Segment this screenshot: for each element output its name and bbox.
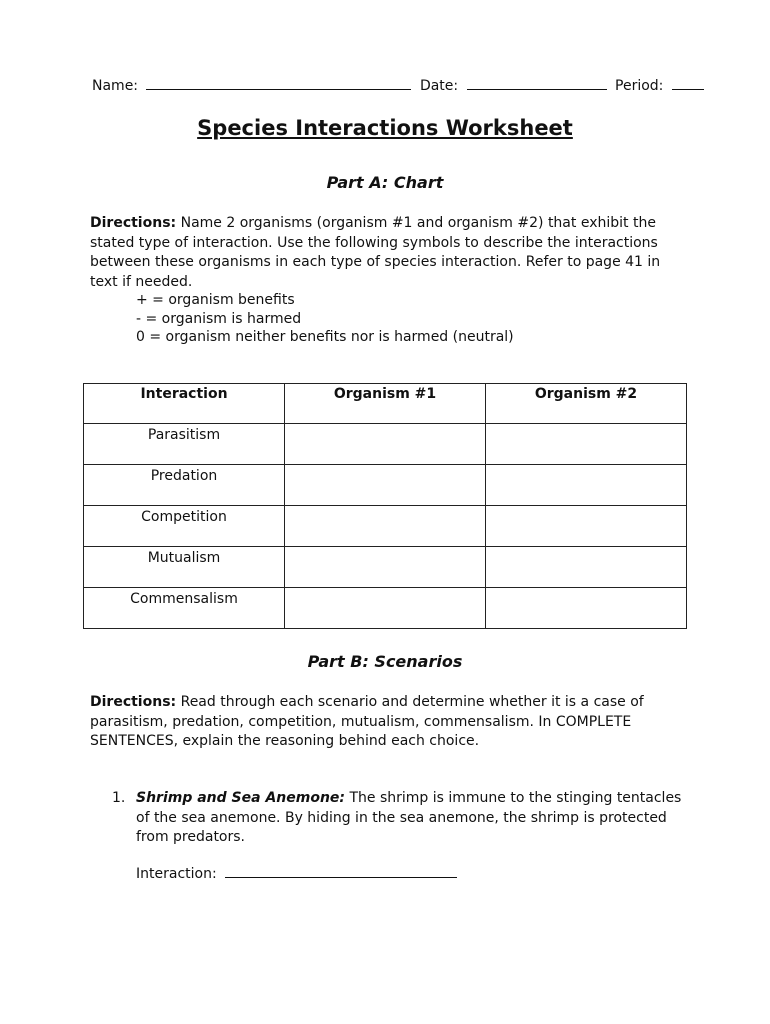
organism-2-cell[interactable] <box>486 424 687 465</box>
scenario-number: 1. <box>112 790 126 806</box>
table-row <box>84 465 687 506</box>
part-b-directions-label: Directions: <box>90 694 177 710</box>
organism-1-cell[interactable] <box>285 465 486 506</box>
column-header-organism-2: Organism #2 <box>486 384 687 424</box>
part-a-directions-text: Name 2 organisms (organism #1 and organism #2) that exhibit the stated type of interaction. Use the following symbols to describe the interactions between these organisms in each type of species interaction. Refer to page 41 in text if needed. <box>90 215 661 290</box>
date-label: Date: <box>419 78 459 94</box>
header-fields <box>92 75 692 94</box>
part-b-directions <box>90 693 690 752</box>
scenario-interaction-row <box>136 863 457 882</box>
scenario-name: Shrimp and Sea Anemone: <box>136 790 346 806</box>
table-row <box>84 588 687 629</box>
organism-2-cell[interactable] <box>486 547 687 588</box>
row-label-commensalism: Commensalism <box>84 588 285 629</box>
scenario-item <box>112 789 692 848</box>
legend-item-harmed: - = organism is harmed <box>136 310 302 327</box>
symbol-legend <box>136 291 514 347</box>
name-label: Name: <box>92 78 139 94</box>
part-b-heading: Part B: Scenarios <box>307 652 463 671</box>
date-field[interactable] <box>467 75 607 90</box>
interaction-answer-field[interactable] <box>225 863 457 878</box>
interaction-label: Interaction: <box>136 866 217 882</box>
table-row <box>84 424 687 465</box>
table-row <box>84 506 687 547</box>
scenario-text: The shrimp is immune to the stinging tentacles of the sea anemone. By hiding in the sea anemone, the shrimp is protected from predators. <box>136 790 682 845</box>
part-b-directions-text: Read through each scenario and determine whether it is a case of parasitism, predation, competition, mutualism, commensalism. In COMPLETE SENTENCES, explain the reasoning behind each choice. <box>90 694 644 749</box>
row-label-mutualism: Mutualism <box>84 547 285 588</box>
legend-item-neutral: 0 = organism neither benefits nor is harmed (neutral) <box>136 329 514 345</box>
name-field[interactable] <box>146 75 411 90</box>
organism-2-cell[interactable] <box>486 465 687 506</box>
column-header-interaction: Interaction <box>84 384 285 424</box>
period-field[interactable] <box>672 75 704 90</box>
organism-1-cell[interactable] <box>285 547 486 588</box>
column-header-organism-1: Organism #1 <box>285 384 486 424</box>
organism-2-cell[interactable] <box>486 506 687 547</box>
part-a-directions <box>90 214 690 292</box>
page-title: Species Interactions Worksheet <box>197 116 573 140</box>
organism-1-cell[interactable] <box>285 588 486 629</box>
organism-2-cell[interactable] <box>486 588 687 629</box>
organism-1-cell[interactable] <box>285 506 486 547</box>
legend-item-benefits: + = organism benefits <box>136 292 295 308</box>
row-label-competition: Competition <box>84 506 285 547</box>
table-header-row <box>84 384 687 424</box>
period-label: Period: <box>615 78 664 94</box>
part-a-directions-label: Directions: <box>90 215 177 231</box>
interaction-chart <box>83 383 687 629</box>
table-row <box>84 547 687 588</box>
organism-1-cell[interactable] <box>285 424 486 465</box>
part-a-heading: Part A: Chart <box>326 173 444 192</box>
row-label-parasitism: Parasitism <box>84 424 285 465</box>
scenario-body <box>136 789 692 848</box>
row-label-predation: Predation <box>84 465 285 506</box>
